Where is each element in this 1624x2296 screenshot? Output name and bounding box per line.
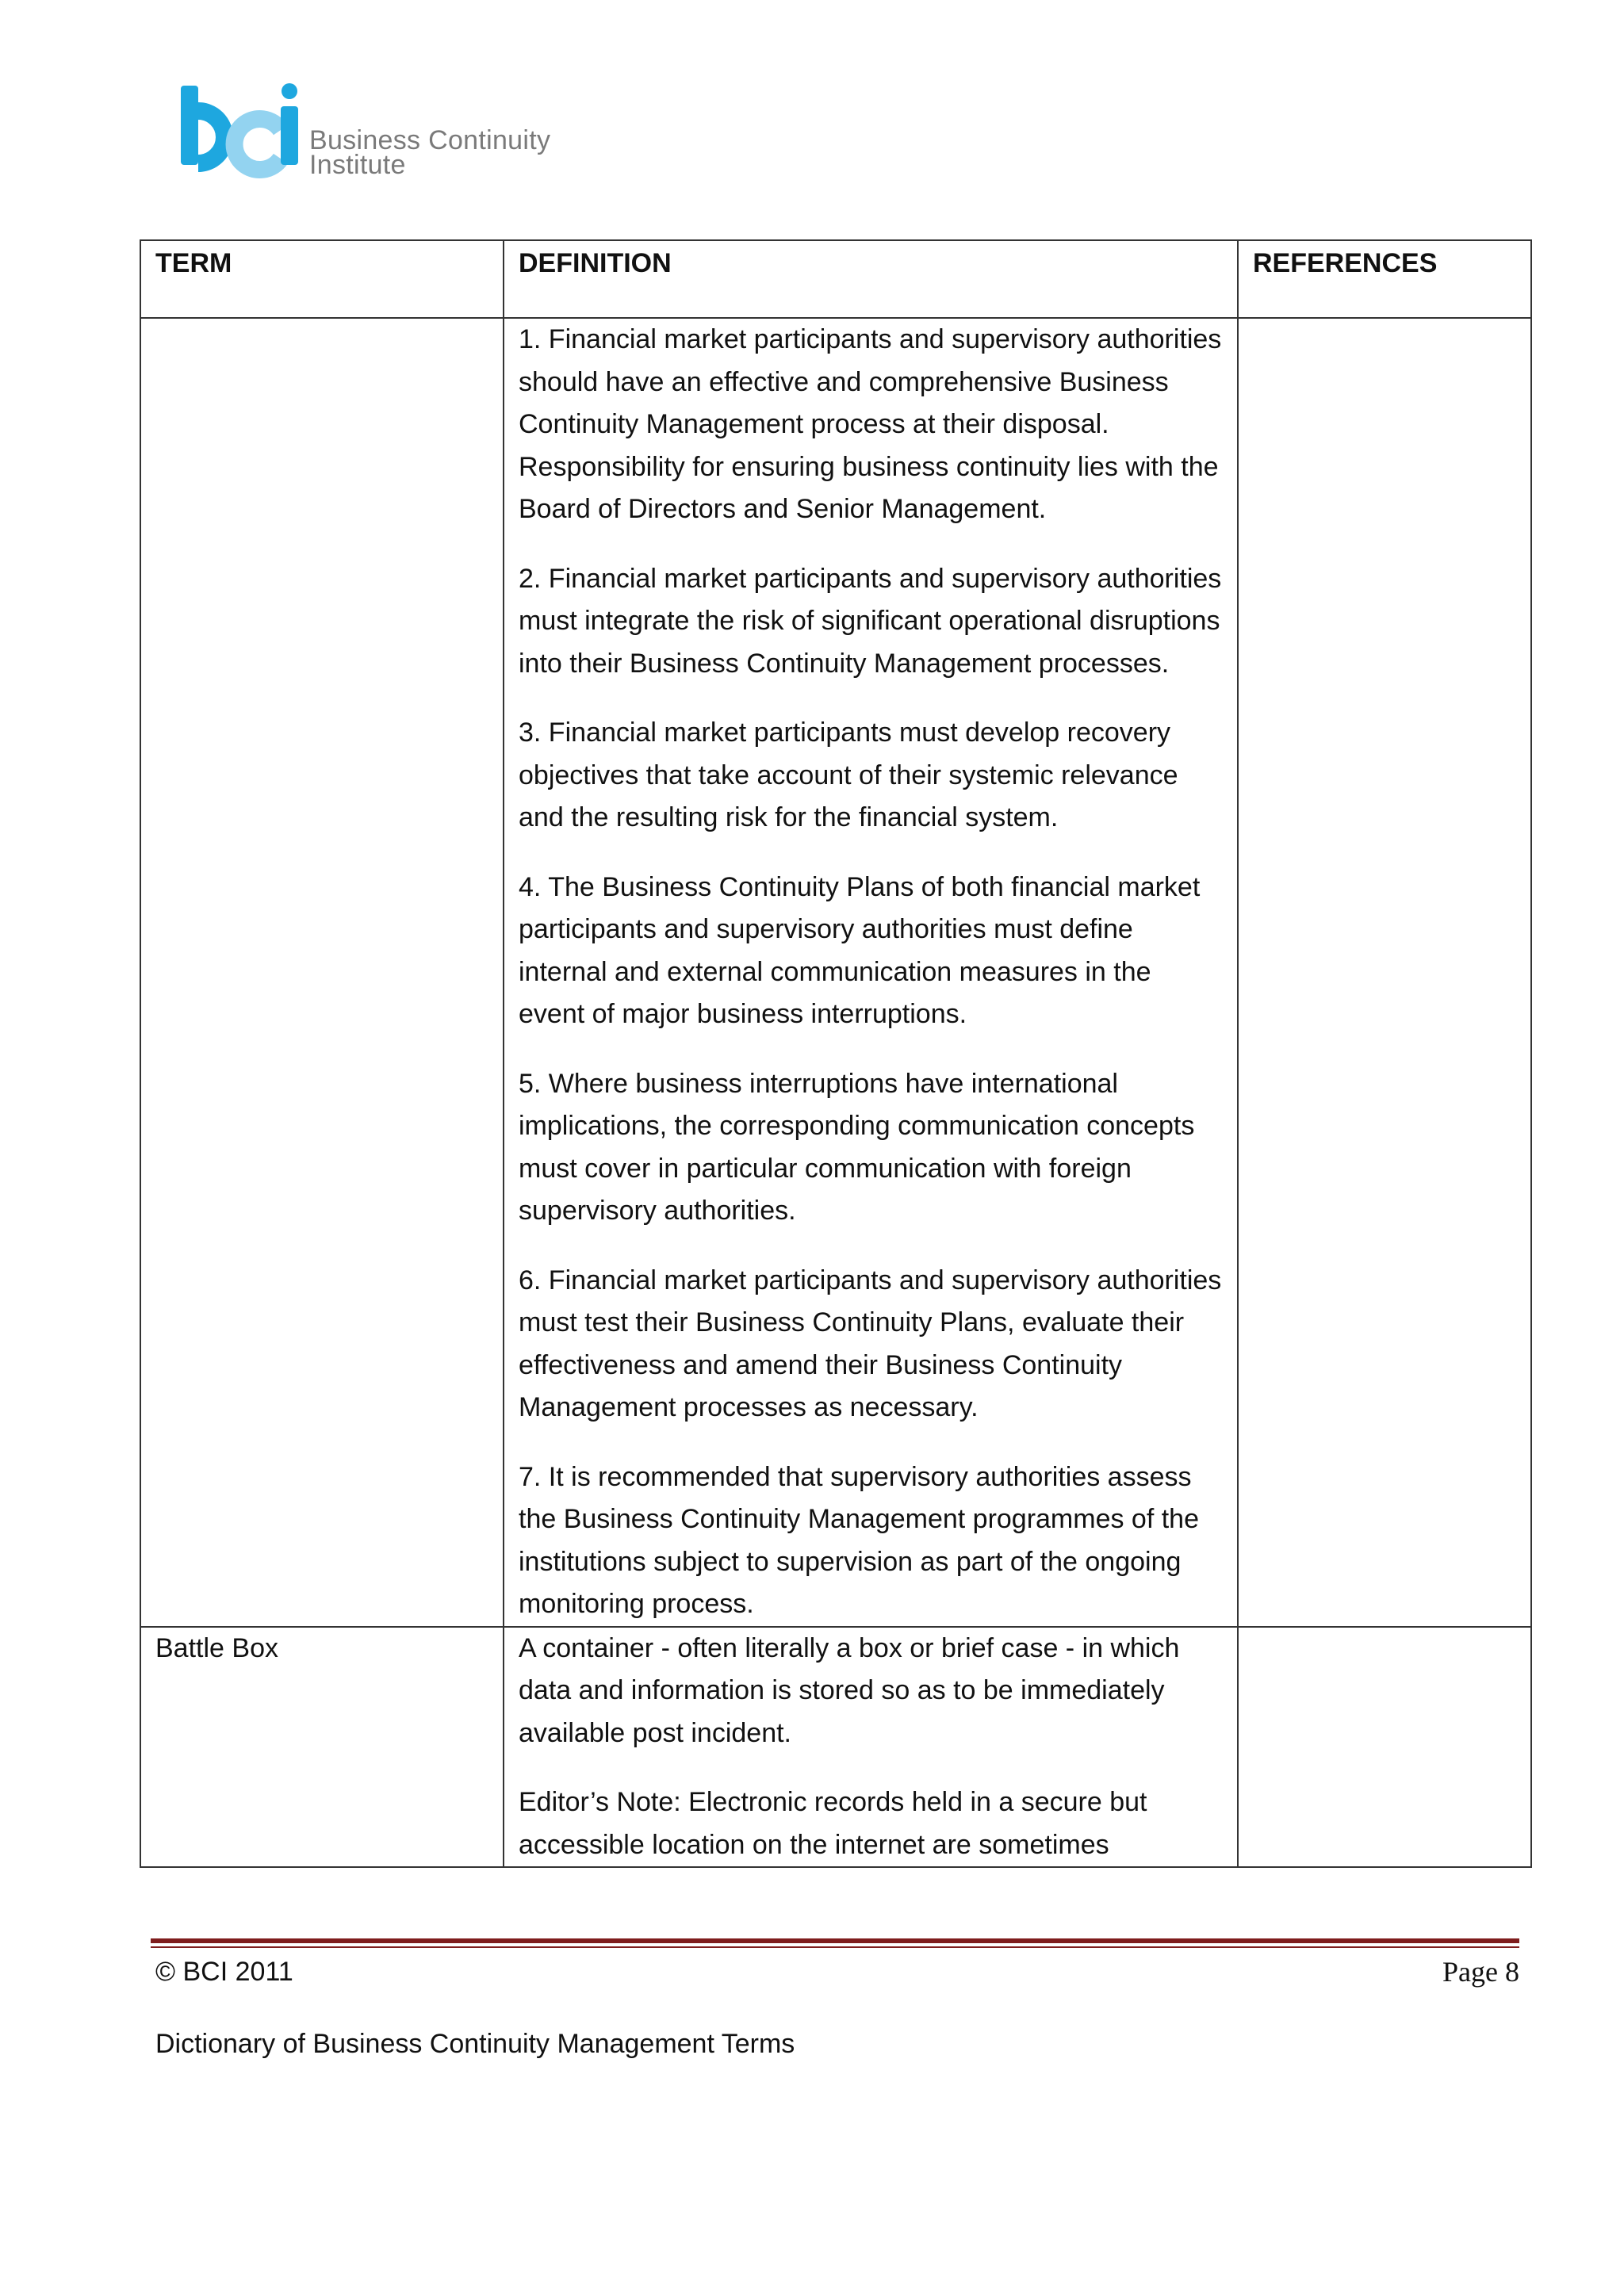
table-row (140, 1627, 1531, 1868)
definition-paragraph: 4. The Business Continuity Plans of both financial market participants and supervisory authorities must define internal and external communication measures in the event of major business interruptions. (519, 871, 1201, 1029)
logo-line-1: Business Continuity (309, 125, 551, 155)
bci-logo-mark-icon (179, 82, 309, 181)
table-row (140, 318, 1531, 1627)
header-references: REFERENCES (1238, 240, 1531, 318)
references-cell (1238, 1627, 1531, 1868)
footer-copyright: © BCI 2011 (155, 1957, 293, 1987)
table-header-row (140, 240, 1531, 318)
terms-table (140, 239, 1532, 1868)
logo-line-2: Institute (309, 150, 406, 180)
definition-cell (504, 1627, 1238, 1868)
header-definition: DEFINITION (504, 240, 1238, 318)
footer-rule-thin (151, 1946, 1519, 1948)
logo-wordmark (309, 125, 551, 180)
references-cell (1238, 318, 1531, 1627)
definition-paragraph: 1. Financial market participants and supervisory authorities should have an effective and comprehensive Business Continuity Management process at their disposal. Responsibility for ensuring business continuity lies with the Board of Directors and Senior Management. (519, 324, 1222, 524)
footer-page-number: Page 8 (1442, 1956, 1519, 1988)
definition-paragraph: 3. Financial market participants must develop recovery objectives that take account of their systemic relevance and the resulting risk for the financial system. (519, 718, 1178, 832)
footer-document-title: Dictionary of Business Continuity Management Terms (155, 2029, 795, 2059)
definition-paragraph: 2. Financial market participants and supervisory authorities must integrate the risk of significant operational disruptions into their Business Continuity Management processes. (519, 563, 1222, 679)
term-cell (140, 318, 504, 1627)
definition-paragraph: 5. Where business interruptions have international implications, the corresponding communication concepts must cover in particular communication with foreign supervisory authorities. (519, 1068, 1195, 1226)
definition-cell (504, 318, 1238, 1627)
header-term: TERM (140, 240, 504, 318)
definition-paragraph: A container - often literally a box or brief case - in which data and information is stored so as to be immediately available post incident. (519, 1632, 1180, 1748)
definition-paragraph: Editor’s Note: Electronic records held in a secure but accessible location on the internet are sometimes (519, 1787, 1147, 1860)
footer-rule (151, 1938, 1519, 1943)
definition-paragraph: 7. It is recommended that supervisory authorities assess the Business Continuity Management programmes of the institutions subject to supervision as part of the ongoing monitoring process. (519, 1461, 1200, 1619)
bci-logo (179, 82, 560, 190)
term-cell: Battle Box (140, 1627, 504, 1868)
definition-paragraph: 6. Financial market participants and supervisory authorities must test their Business Continuity Plans, evaluate their effectiveness and amend their Business Continuity Management processes as necessary. (519, 1265, 1222, 1422)
